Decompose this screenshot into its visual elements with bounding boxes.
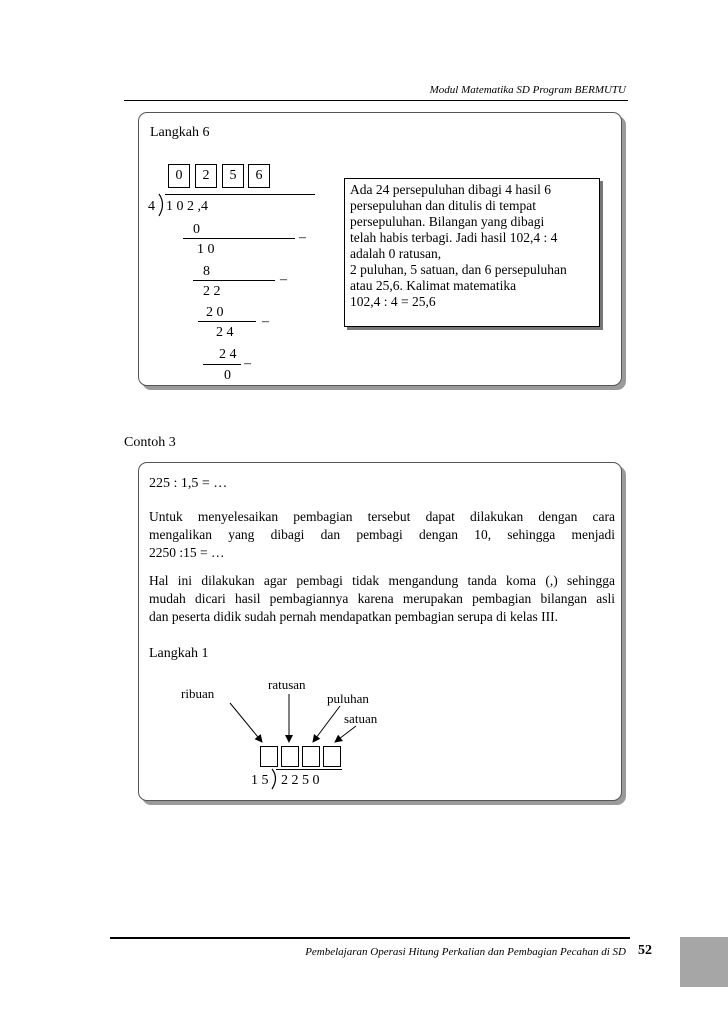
explanation-line: persepuluhan dan ditulis di tempat [350, 198, 536, 213]
arrow-icon [230, 703, 262, 742]
work-line: 2 0 [206, 305, 224, 320]
explanation-line: atau 25,6. Kalimat matematika [350, 278, 517, 293]
work-line: 2 4 [216, 325, 234, 340]
explanation-line: persepuluhan. Bilangan yang dibagi [350, 214, 545, 229]
quotient-digit-box: 0 [168, 164, 190, 188]
label-puluhan: puluhan [327, 691, 369, 706]
quotient-digit-box: 5 [222, 164, 244, 188]
paragraph-line: 2250 :15 = … [149, 545, 225, 560]
division-bracket-icon [270, 768, 280, 790]
answer-digit-box [260, 746, 278, 767]
dividend-2: 2 2 5 0 [281, 773, 320, 788]
running-footer: Pembelajaran Operasi Hitung Perkalian dan Pembagian Pecahan di SD [305, 946, 626, 958]
arrow-icon [335, 726, 356, 742]
minus-sign: – [262, 314, 269, 329]
paragraph-line: mudah dicari hasil pembagiannya karena merupakan pembagian bilangan asli [149, 591, 615, 606]
work-line: 2 2 [203, 284, 221, 299]
minus-sign: – [299, 230, 306, 245]
paragraph-line: dan peserta didik sudah pernah mendapatkan pembagian serupa di kelas III. [149, 609, 558, 624]
work-line: 0 [193, 222, 200, 237]
quotient-digit-box: 6 [248, 164, 270, 188]
explanation-line: Ada 24 persepuluhan dibagi 4 hasil 6 [350, 182, 551, 197]
footer-rule [110, 937, 630, 939]
answer-digit-box [323, 746, 341, 767]
example3-problem: 225 : 1,5 = … [149, 476, 228, 491]
explanation-line: 2 puluhan, 5 satuan, dan 6 persepuluhan [350, 262, 567, 277]
explanation-line: 102,4 : 4 = 25,6 [350, 294, 436, 309]
page-tab [680, 937, 728, 987]
work-line: 2 4 [219, 347, 237, 362]
label-ratusan: ratusan [268, 677, 306, 692]
work-line: 1 0 [197, 242, 215, 257]
divisor: 4 [148, 199, 155, 214]
minus-sign: – [280, 272, 287, 287]
explanation-line: telah habis terbagi. Jadi hasil 102,4 : 4 [350, 230, 558, 245]
answer-digit-box [281, 746, 299, 767]
quotient-digit-box: 2 [195, 164, 217, 188]
answer-digit-box [302, 746, 320, 767]
paragraph-line: mengalikan yang dibagi dan pembagi dengan 10, sehingga menjadi [149, 527, 615, 542]
step6-title: Langkah 6 [150, 125, 210, 140]
paragraph-line: Hal ini dilakukan agar pembagi tidak mengandung tanda koma (,) sehingga [149, 573, 615, 588]
divisor-2: 1 5 [251, 773, 269, 788]
running-header: Modul Matematika SD Program BERMUTU [429, 84, 626, 96]
dividend: 1 0 2 ,4 [166, 199, 208, 214]
step1-title: Langkah 1 [149, 646, 209, 661]
work-line: 0 [224, 368, 231, 383]
label-ribuan: ribuan [181, 686, 215, 701]
explanation-line: adalah 0 ratusan, [350, 246, 442, 261]
division-bar [276, 769, 342, 770]
minus-sign: – [244, 356, 251, 371]
paragraph-line: Untuk menyelesaikan pembagian tersebut dapat dilakukan dengan cara [149, 509, 615, 524]
example3-title: Contoh 3 [124, 435, 176, 450]
work-line: 8 [203, 264, 210, 279]
arrow-icon [313, 706, 340, 742]
label-satuan: satuan [344, 711, 378, 726]
page-number: 52 [638, 943, 652, 958]
